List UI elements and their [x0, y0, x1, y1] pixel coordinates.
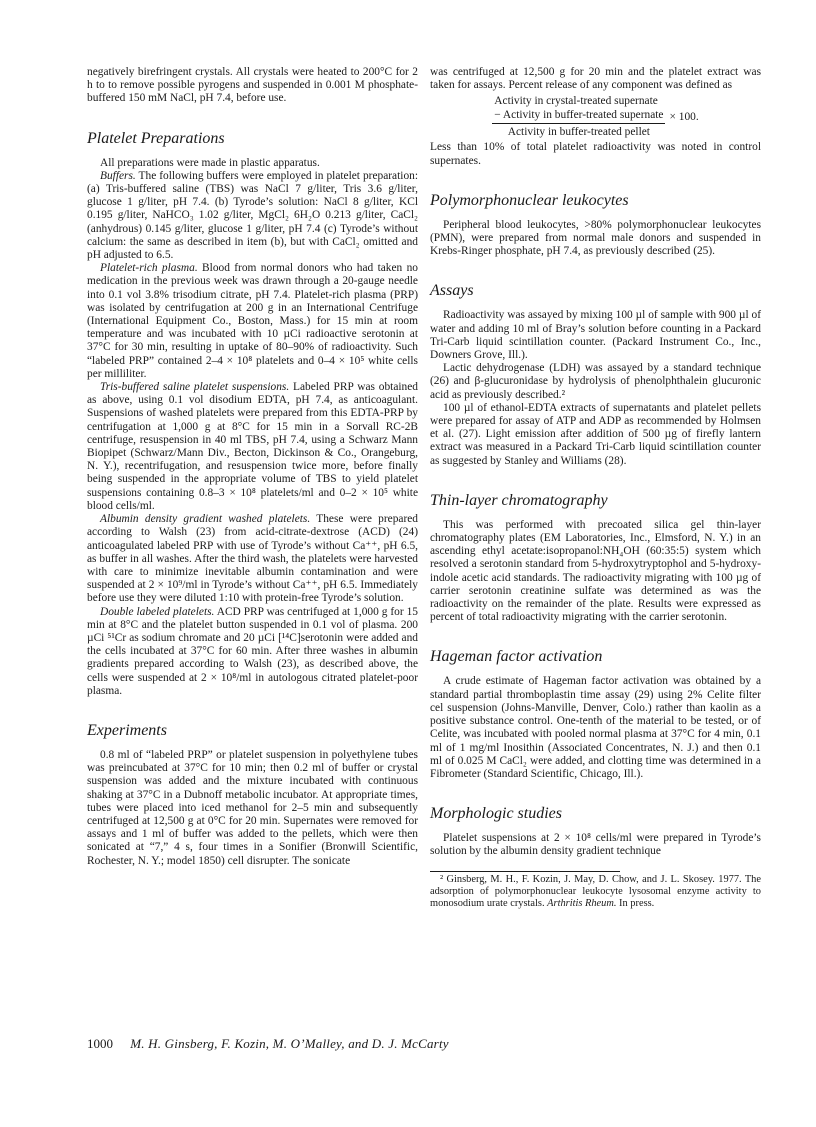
runin-double-labeled: Double labeled platelets.	[100, 605, 215, 618]
numerator-line-2: − Activity in buffer-treated supernate	[494, 109, 664, 122]
paragraph-assays-ldh: Lactic dehydrogenase (LDH) was assayed by a standard technique (26) and β-glucuronidase by hydrolysis of phenolphthalein glucuronic acid as previously described.²	[430, 362, 761, 401]
runin-albumin: Albumin density gradient washed platelets.	[100, 513, 311, 526]
buffers-text: The following buffers were employed in platelet preparation: (a) Tris-buffered saline (TBS) was NaCl 7 g/liter, Tris 3.6 g/liter, glucose 1 g/liter, pH 7.4. (b) Tyrode’s solution: NaCl 8 g/liter, KCl 0.195 g/liter, NaHCO₃ 1.02 g/liter, MgCl₂ 6H₂O 0.213 g/liter, CaCl₂ (anhydrous) 0.145 g/liter, glucose 1 g/liter, pH 7.4 (c) Tyrode’s without calcium: the same as described in item (b), but with CaCl₂ omitted and pH adjusted to 6.5.	[87, 169, 418, 262]
tbs-text: Labeled PRP was obtained as above, using 0.1 vol disodium EDTA, pH 7.4, as anticoagulant. Suspensions of washed platelets were prepared from this EDTA-PRP by centrifugation at 1,000 g at 8°C for 15 min in a Sorvall RC-2B centrifuge, resuspension in 40 ml TBS, pH 7.4, using a Schwarz Mann Biopipet (Schwarz/Mann Div., Becton, Dickinson & Co., Orangeburg, N. Y.), recentrifugation, and resuspension twice more, before finally being suspended in the appropriate volume of TBS to yield platelet suspensions containing 0.8–3 × 10⁸ platelets/ml and 0–2 × 10⁵ white blood cells/ml.	[87, 381, 418, 512]
intro-paragraph: negatively birefringent crystals. All crystals were heated to 200°C for 2 h to to remove possible pyrogens and suspended in 0.001 M phosphate-buffered 150 mM NaCl, pH 7.4, before use.	[87, 66, 418, 105]
formula-denominator: Activity in buffer-treated pellet	[507, 126, 650, 139]
footnote-divider	[430, 871, 620, 872]
footnote-end: In press.	[616, 897, 655, 909]
right-column	[430, 66, 761, 910]
numerator-line-1: Activity in crystal-treated supernate	[494, 95, 658, 108]
page-number: 1000	[87, 1036, 113, 1051]
heading-assays: Assays	[430, 282, 474, 300]
heading-pmn: Polymorphonuclear leukocytes	[430, 191, 629, 209]
paragraph-tlc: This was performed with precoated silica gel thin-layer chromatography plates (EM Laboratories, Inc., Elmsford, N. Y.) in an ascending ethyl acetate:isopropanol:NH₄OH (60:35:5) system which resolved a serotonin standard from 5-hydroxytryptophol and 5-hydroxy-indole acetic acid standards. The radioactivity migrating with 100 µg of carrier serotonin creatinine sulfate was determined as was the radioactivity on the remainder of the plate. Results were expressed as percent of total radioactivity migrating with the carrier serotonin.	[430, 518, 761, 624]
runin-prp: Platelet-rich plasma.	[100, 262, 198, 275]
paragraph-all-preparations: All preparations were made in plastic apparatus.	[100, 156, 320, 169]
heading-tlc: Thin-layer chromatography	[430, 491, 608, 509]
running-authors: M. H. Ginsberg, F. Kozin, M. O’Malley, and D. J. McCarty	[130, 1036, 449, 1051]
footnote-text: ² Ginsberg, M. H., F. Kozin, J. May, D. Chow, and J. L. Skosey. 1977. The adsorption of polymorphonuclear leukocyte lysosomal enzyme activity to monosodium urate crystals.	[430, 873, 761, 909]
paragraph-pmn: Peripheral blood leukocytes, >80% polymorphonuclear leukocytes (PMN), were prepared from normal male donors and suspended in Krebs-Ringer phosphate, pH 7.4, as previously described (25).	[430, 218, 761, 258]
page-footer	[87, 1036, 767, 1052]
footnote-journal: Arthritis Rheum.	[547, 897, 617, 909]
paragraph-albumin-washed	[87, 513, 418, 605]
paragraph-double-labeled	[87, 606, 418, 698]
paragraph-platelet-rich-plasma	[87, 262, 418, 381]
formula-fraction	[492, 94, 665, 139]
prp-text: Blood from normal donors who had taken no medication in the previous week was drawn through a 20-gauge needle into 0.1 vol 3.8% trisodium citrate, pH 7.4. Platelet-rich plasma (PRP) was isolated by centrifugation at 200 g in an International Centrifuge (International Equipment Co., Boston, Mass.) for 15 min at room temperature and was incubated with 10 µCi radioactive serotonin at 37°C for 30 min, resulting in uptake of 80–90% of radioactivity. Such “labeled PRP” contained 2–4 × 10⁸ platelets and 0–4 × 10⁵ white cells per milliliter.	[87, 262, 418, 380]
runin-buffers: Buffers.	[100, 169, 136, 182]
albumin-text: These were prepared according to Walsh (23) from acid-citrate-dextrose (ACD) (24) anticoagulated labeled PRP with use of Tyrode’s without Ca⁺⁺, pH 6.5, as buffer in all washes. After the third wash, the platelets were harvested with care to minimize inevitable albumin contamination and were suspended at 2 × 10⁹/ml in Tyrode’s without Ca⁺⁺, pH 6.5. Immediately before use they were diluted 1:10 with protein-free Tyrode’s solution.	[87, 513, 418, 605]
heading-hageman: Hageman factor activation	[430, 648, 603, 666]
formula-multiplier: × 100.	[669, 110, 699, 123]
paragraph-continued: was centrifuged at 12,500 g for 20 min and the platelet extract was taken for assays. Percent release of any component was defined as	[430, 66, 761, 92]
heading-platelet-preparations: Platelet Preparations	[87, 129, 225, 147]
paragraph-tbs-suspensions	[87, 381, 418, 513]
paragraph-control-supernates: Less than 10% of total platelet radioactivity was noted in control supernates.	[430, 141, 761, 167]
left-column	[87, 66, 418, 868]
runin-tbs: Tris-buffered saline platelet suspensions.	[100, 381, 290, 394]
paragraph-assays-radioactivity: Radioactivity was assayed by mixing 100 µl of sample with 900 µl of water and adding 10 ml of Bray’s solution before counting in a Packard Tri-Carb liquid scintillation counter. (Packard Instrument Co., Inc., Downers Grove, Ill.).	[430, 309, 761, 362]
paragraph-hageman: A crude estimate of Hageman factor activation was obtained by a standard partial thromboplastin time assay (29) using 2% Celite filter cel suspension (Johns-Manville, Denver, Colo.) rather than kaolin as a positive substance control. One-tenth of the material to be tested, or of Celite, was incubated with pooled normal plasma at 37°C for 4 min, 0.1 ml of 1 mg/ml Inosithin (Associated Concentrates, N. J.) and then 0.1 ml of 0.025 M CaCl₂ were added, and clotting time was determined in a Fibrometer (Standard Scientific, Chicago, Ill.).	[430, 675, 761, 780]
percent-release-formula	[430, 94, 761, 139]
paragraph-buffers	[87, 170, 418, 262]
paragraph-assays-atp: 100 µl of ethanol-EDTA extracts of supernatants and platelet pellets were prepared for assay of ATP and ADP as recommended by Holmsen et al. (27). Light emission after addition of 500 µg of firefly lantern extract was measured in a Packard Tri-Carb liquid scintillation counter as suggested by Stanley and Williams (28).	[430, 401, 761, 467]
double-labeled-text: ACD PRP was centrifuged at 1,000 g for 15 min at 8°C and the platelet button suspended in 0.1 vol of plasma. 200 µCi ⁵¹Cr as sodium chromate and 20 µCi [¹⁴C]serotonin were added and the cells incubated at 37°C for 60 min. After three washes in albumin gradients prepared according to Walsh (23), as described above, the cells were suspended at 2 × 10⁸/ml in autologous citrated platelet-poor plasma.	[87, 605, 418, 697]
paragraph-morphologic: Platelet suspensions at 2 × 10⁸ cells/ml were prepared in Tyrode’s solution by the albumin density gradient technique	[430, 832, 761, 858]
heading-experiments: Experiments	[87, 721, 167, 739]
heading-morphologic: Morphologic studies	[430, 805, 562, 823]
footnote-2	[430, 874, 761, 911]
paragraph-experiments: 0.8 ml of “labeled PRP” or platelet suspension in polyethylene tubes was preincubated at 37°C for 10 min; then 0.2 ml of buffer or crystal suspension was added and the mixture incubated with continuous shaking at 37°C in a Dubnoff metabolic incubator. At appropriate times, tubes were placed into iced methanol for 2–5 min and subsequently centrifuged at 12,500 g at 0°C for 20 min. Supernates were removed for assays and 1 ml of buffer was added to the pellets, which were then sonicated at “7,” 4 s, four times in a Sonifier (Bronwill Scientific, Rochester, N. Y.; model 1850) cell disrupter. The sonicate	[87, 748, 418, 867]
formula-numerator	[492, 94, 665, 124]
